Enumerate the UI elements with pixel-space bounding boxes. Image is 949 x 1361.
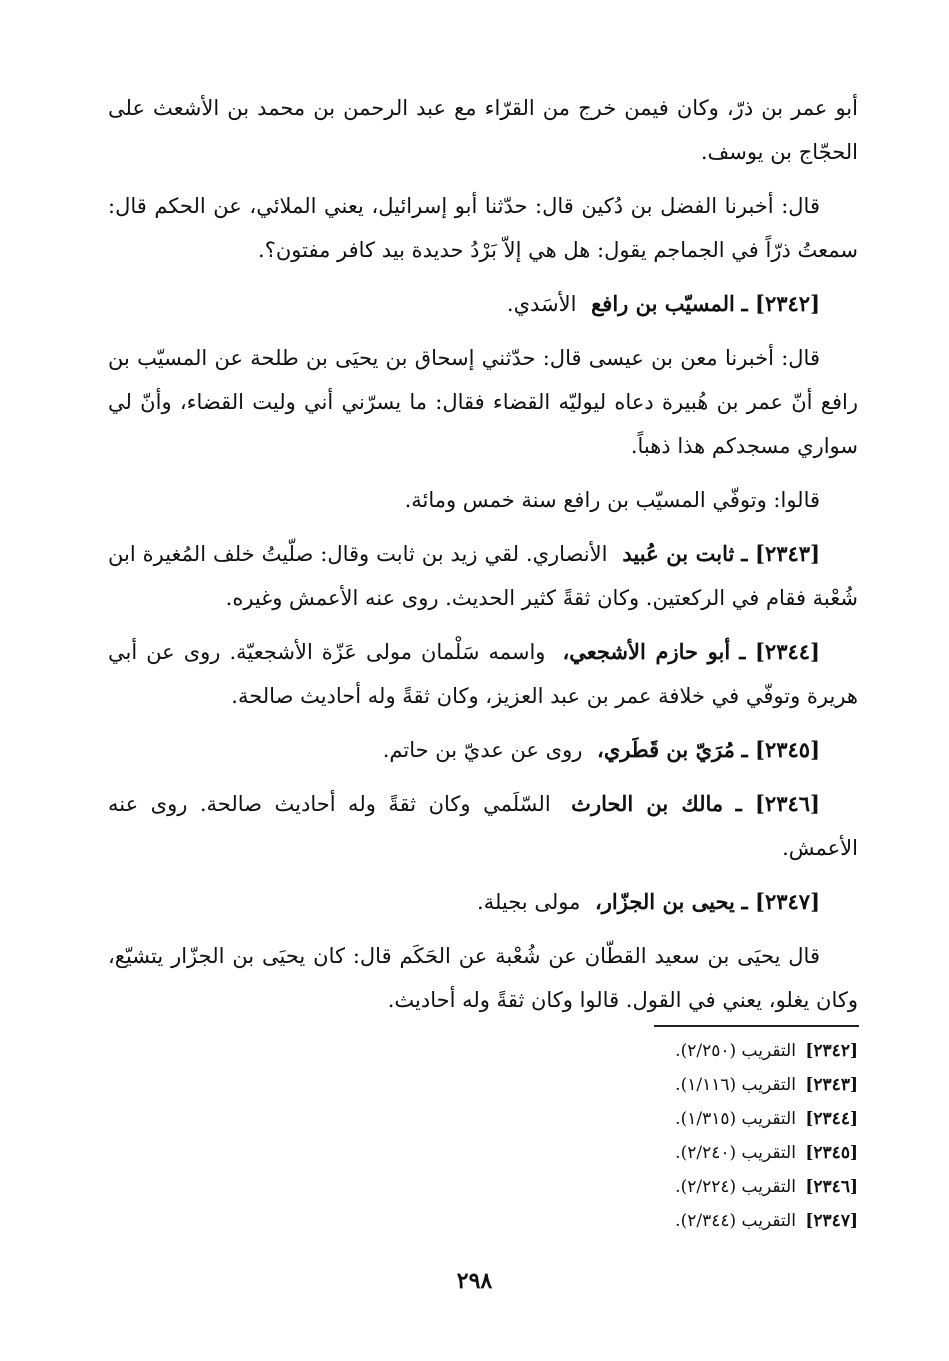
- footnote-number: [٢٣٤٥]: [805, 1143, 858, 1163]
- entry-name: أبو حازم الأشجعي،: [562, 639, 731, 664]
- footnote-text: التقريب (١/١١٦).: [675, 1075, 796, 1095]
- entry-text: واسمه سَلْمان مولى عَزّة الأشجعيّة. روى عن أبي هريرة وتوفّي في خلافة عمر بن عبد العزيز، وكان ثقةً وله أحاديث صالحة.: [108, 640, 858, 708]
- footnote-number: [٢٣٤٦]: [805, 1177, 858, 1197]
- footnote-item: [458, 1204, 858, 1238]
- entry-text: مولى بجيلة.: [477, 890, 581, 914]
- paragraph-1: أبو عمر بن ذرّ، وكان فيمن خرج من القرّاء مع عبد الرحمن بن محمد بن الأشعث على الحجّاج بن يوسف.: [108, 96, 858, 164]
- entry-name: مُرَيّ بن قَطَري،: [597, 737, 735, 762]
- footnote-item: [458, 1034, 858, 1068]
- footnote-text: التقريب (٢/٢٢٤).: [675, 1177, 796, 1197]
- entry-2346: [108, 782, 858, 870]
- footnote-text: التقريب (٢/٢٥٠).: [675, 1041, 796, 1061]
- entry-name: يحيى بن الجزّار،: [595, 889, 735, 914]
- footnote-number: [٢٣٤٣]: [805, 1075, 858, 1095]
- entry-text: الأنصاري. لقي زيد بن ثابت وقال: صلّيتُ خلف المُغيرة ابن شُعْبة فقام في الركعتين. وكان ثقةً كثير الحديث. روى عنه الأعمش وغيره.: [108, 542, 858, 610]
- footnotes: [458, 1034, 858, 1238]
- footnote-text: التقريب (٢/٣٤٤).: [675, 1211, 796, 1231]
- paragraph-3: قال: أخبرنا معن بن عيسى قال: حدّثني إسحاق بن يحيَى بن طلحة عن المسيّب بن رافع أنّ عمر بن هُبيرة دعاه ليوليّه القضاء فقال: ما يسرّني أني وليت القضاء، وأنّ لي سواري مسجدكم هذا ذهباً.: [108, 346, 858, 458]
- entry-2342: [108, 282, 858, 326]
- footnote-divider: [654, 1025, 859, 1027]
- entry-number: [٢٣٤٧] ـ: [741, 889, 820, 914]
- footnote-item: [458, 1068, 858, 1102]
- entry-name: ثابت بن عُبيد: [622, 541, 735, 566]
- entry-text: السّلَمي وكان ثقةً وله أحاديث صالحة. روى عنه الأعمش.: [108, 792, 858, 860]
- entry-2347: [108, 880, 858, 924]
- footnote-text: التقريب (١/٣١٥).: [675, 1109, 796, 1129]
- paragraph-4: قالوا: وتوفّي المسيّب بن رافع سنة خمس ومائة.: [404, 488, 820, 512]
- entry-text: الأسَدي.: [506, 292, 577, 316]
- footnote-text: التقريب (٢/٢٤٠).: [675, 1143, 796, 1163]
- entry-2345: [108, 728, 858, 772]
- footnote-number: [٢٣٤٧]: [805, 1211, 858, 1231]
- entry-2343: [108, 532, 858, 620]
- entry-name: مالك بن الحارث: [571, 791, 724, 816]
- entry-number: [٢٣٤٤] ـ: [739, 639, 820, 664]
- page-body: [108, 86, 858, 1032]
- footnote-item: [458, 1102, 858, 1136]
- page-number: ٢٩٨: [456, 1268, 493, 1294]
- entry-name: المسيّب بن رافع: [591, 291, 735, 316]
- paragraph-2: قال: أخبرنا الفضل بن دُكين قال: حدّثنا أبو إسرائيل، يعني الملائي، عن الحكم قال: سمعتُ ذرّاً في الجماجم يقول: هل هي إلاّ بَرْدُ حديدة بيد كافر مفتون؟.: [108, 194, 858, 262]
- entry-text: روى عن عديّ بن حاتم.: [382, 738, 583, 762]
- paragraph-5: قال يحيَى بن سعيد القطّان عن شُعْبة عن الحَكَم قال: كان يحيَى بن الجزّار يتشيّع، وكان يغلو، يعني في القول. قالوا وكان ثقةً وله أحاديث.: [108, 944, 858, 1012]
- footnote-number: [٢٣٤٢]: [805, 1041, 858, 1061]
- footnote-item: [458, 1136, 858, 1170]
- entry-2344: [108, 630, 858, 718]
- entry-number: [٢٣٤٢] ـ: [741, 291, 820, 316]
- entry-number: [٢٣٤٦] ـ: [735, 791, 820, 816]
- footnote-item: [458, 1170, 858, 1204]
- entry-number: [٢٣٤٣] ـ: [741, 541, 821, 566]
- entry-number: [٢٣٤٥] ـ: [741, 737, 820, 762]
- footnote-number: [٢٣٤٤]: [805, 1109, 858, 1129]
